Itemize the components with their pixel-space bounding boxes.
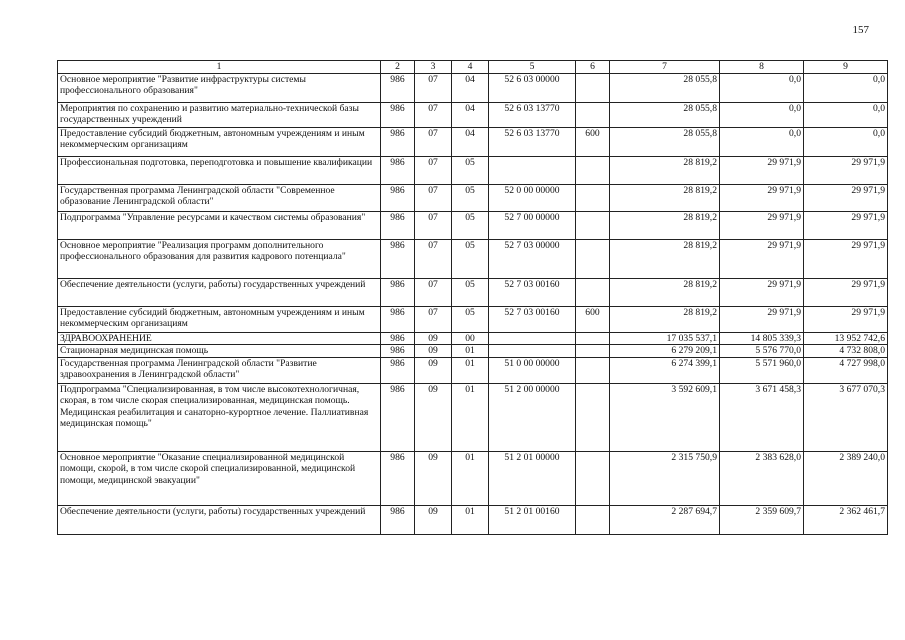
admin-code: 986 (381, 212, 415, 240)
target-article: 51 0 00 00000 (489, 357, 576, 383)
amount-col8: 0,0 (720, 74, 804, 103)
amount-col8: 2 383 628,0 (720, 451, 804, 505)
amount-col9: 29 971,9 (804, 240, 888, 279)
amount-col7: 3 592 609,1 (610, 383, 720, 451)
amount-col8: 2 359 609,7 (720, 505, 804, 534)
row-name: Подпрограмма "Управление ресурсами и качеством системы образования" (58, 212, 381, 240)
target-article: 52 7 03 00000 (489, 240, 576, 279)
subsection-code: 04 (452, 128, 489, 157)
amount-col7: 17 035 537,1 (610, 333, 720, 345)
section-code: 09 (415, 383, 452, 451)
target-article: 52 6 03 00000 (489, 74, 576, 103)
admin-code: 986 (381, 279, 415, 307)
amount-col9: 4 727 998,0 (804, 357, 888, 383)
amount-col9: 2 389 240,0 (804, 451, 888, 505)
expense-type (576, 345, 610, 357)
subsection-code: 05 (452, 157, 489, 185)
expense-type (576, 157, 610, 185)
admin-code: 986 (381, 357, 415, 383)
amount-col9: 2 362 461,7 (804, 505, 888, 534)
expense-type (576, 103, 610, 128)
table-row (58, 103, 888, 128)
section-code: 09 (415, 505, 452, 534)
amount-col7: 2 315 750,9 (610, 451, 720, 505)
amount-col7: 28 819,2 (610, 185, 720, 212)
amount-col7: 28 819,2 (610, 212, 720, 240)
column-header: 1 (58, 61, 381, 74)
admin-code: 986 (381, 383, 415, 451)
subsection-code: 01 (452, 505, 489, 534)
section-code: 07 (415, 103, 452, 128)
table-row (58, 128, 888, 157)
target-article: 52 7 03 00160 (489, 279, 576, 307)
admin-code: 986 (381, 103, 415, 128)
amount-col8: 29 971,9 (720, 240, 804, 279)
admin-code: 986 (381, 74, 415, 103)
table-row (58, 505, 888, 534)
expense-type (576, 74, 610, 103)
table-row (58, 279, 888, 307)
subsection-code: 05 (452, 307, 489, 333)
admin-code: 986 (381, 185, 415, 212)
table-row (58, 74, 888, 103)
row-name: Профессиональная подготовка, переподготовка и повышение квалификации (58, 157, 381, 185)
row-name: ЗДРАВООХРАНЕНИЕ (58, 333, 381, 345)
section-code: 09 (415, 357, 452, 383)
expense-type: 600 (576, 128, 610, 157)
target-article: 52 0 00 00000 (489, 185, 576, 212)
amount-col8: 29 971,9 (720, 307, 804, 333)
expense-type (576, 383, 610, 451)
section-code: 09 (415, 333, 452, 345)
subsection-code: 04 (452, 74, 489, 103)
amount-col8: 29 971,9 (720, 279, 804, 307)
table-row (58, 157, 888, 185)
subsection-code: 05 (452, 240, 489, 279)
row-name: Обеспечение деятельности (услуги, работы) государственных учреждений (58, 279, 381, 307)
expense-type (576, 212, 610, 240)
row-name: Обеспечение деятельности (услуги, работы) государственных учреждений (58, 505, 381, 534)
subsection-code: 05 (452, 212, 489, 240)
amount-col9: 29 971,9 (804, 157, 888, 185)
amount-col8: 0,0 (720, 103, 804, 128)
table-row (58, 357, 888, 383)
table-row (58, 307, 888, 333)
amount-col7: 28 819,2 (610, 279, 720, 307)
table-row (58, 185, 888, 212)
column-header: 9 (804, 61, 888, 74)
amount-col7: 28 819,2 (610, 240, 720, 279)
table-row (58, 383, 888, 451)
section-code: 09 (415, 451, 452, 505)
row-name: Основное мероприятие "Развитие инфраструктуры системы профессионального образования" (58, 74, 381, 103)
section-code: 07 (415, 74, 452, 103)
target-article: 51 2 00 00000 (489, 383, 576, 451)
column-header: 7 (610, 61, 720, 74)
target-article: 51 2 01 00160 (489, 505, 576, 534)
subsection-code: 01 (452, 345, 489, 357)
table-body (58, 74, 888, 535)
admin-code: 986 (381, 333, 415, 345)
expense-type (576, 279, 610, 307)
amount-col9: 13 952 742,6 (804, 333, 888, 345)
column-header: 6 (576, 61, 610, 74)
target-article (489, 333, 576, 345)
section-code: 07 (415, 307, 452, 333)
expense-type (576, 185, 610, 212)
target-article: 52 6 03 13770 (489, 128, 576, 157)
subsection-code: 01 (452, 383, 489, 451)
amount-col8: 29 971,9 (720, 157, 804, 185)
amount-col8: 29 971,9 (720, 185, 804, 212)
amount-col8: 3 671 458,3 (720, 383, 804, 451)
section-code: 09 (415, 345, 452, 357)
amount-col7: 28 819,2 (610, 307, 720, 333)
amount-col7: 28 055,8 (610, 74, 720, 103)
table-row (58, 240, 888, 279)
subsection-code: 01 (452, 357, 489, 383)
column-header: 8 (720, 61, 804, 74)
budget-table (57, 60, 888, 535)
subsection-code: 04 (452, 103, 489, 128)
target-article: 51 2 01 00000 (489, 451, 576, 505)
target-article (489, 157, 576, 185)
target-article: 52 6 03 13770 (489, 103, 576, 128)
amount-col8: 0,0 (720, 128, 804, 157)
row-name: Предоставление субсидий бюджетным, автономным учреждениям и иным некоммерческим организациям (58, 128, 381, 157)
section-code: 07 (415, 185, 452, 212)
section-code: 07 (415, 157, 452, 185)
row-name: Государственная программа Ленинградской области "Развитие здравоохранения в Ленинградской области" (58, 357, 381, 383)
subsection-code: 05 (452, 185, 489, 212)
column-header: 5 (489, 61, 576, 74)
expense-type (576, 357, 610, 383)
row-name: Предоставление субсидий бюджетным, автономным учреждениям и иным некоммерческим организациям (58, 307, 381, 333)
row-name: Государственная программа Ленинградской области "Современное образование Ленинградской области" (58, 185, 381, 212)
amount-col7: 28 055,8 (610, 128, 720, 157)
amount-col8: 5 571 960,0 (720, 357, 804, 383)
target-article: 52 7 03 00160 (489, 307, 576, 333)
amount-col8: 29 971,9 (720, 212, 804, 240)
table-row (58, 333, 888, 345)
admin-code: 986 (381, 157, 415, 185)
admin-code: 986 (381, 307, 415, 333)
amount-col7: 6 274 399,1 (610, 357, 720, 383)
admin-code: 986 (381, 505, 415, 534)
column-header: 2 (381, 61, 415, 74)
column-header: 3 (415, 61, 452, 74)
header-row (58, 61, 888, 74)
amount-col9: 0,0 (804, 128, 888, 157)
expense-type (576, 451, 610, 505)
section-code: 07 (415, 240, 452, 279)
amount-col9: 29 971,9 (804, 212, 888, 240)
row-name: Мероприятия по сохранению и развитию материально-технической базы государственных учреждений (58, 103, 381, 128)
amount-col9: 0,0 (804, 103, 888, 128)
admin-code: 986 (381, 345, 415, 357)
target-article: 52 7 00 00000 (489, 212, 576, 240)
section-code: 07 (415, 212, 452, 240)
table-row (58, 451, 888, 505)
expense-type (576, 505, 610, 534)
subsection-code: 00 (452, 333, 489, 345)
column-header: 4 (452, 61, 489, 74)
table-row (58, 345, 888, 357)
row-name: Подпрограмма "Специализированная, в том числе высокотехнологичная, скорая, в том числе скорая специализированная, медицинская помощь. Медицинская реабилитация и санаторно-курортное лечение. Паллиативная медицинская помощь" (58, 383, 381, 451)
expense-type: 600 (576, 307, 610, 333)
expense-type (576, 240, 610, 279)
amount-col8: 14 805 339,3 (720, 333, 804, 345)
row-name: Основное мероприятие "Оказание специализированной медицинской помощи, скорой, в том числе скорой специализированной, медицинской помощи, медицинской эвакуации" (58, 451, 381, 505)
amount-col9: 0,0 (804, 74, 888, 103)
amount-col7: 28 819,2 (610, 157, 720, 185)
table-row (58, 212, 888, 240)
page-number: 157 (852, 24, 869, 36)
amount-col9: 4 732 808,0 (804, 345, 888, 357)
amount-col7: 6 279 209,1 (610, 345, 720, 357)
target-article (489, 345, 576, 357)
amount-col8: 5 576 770,0 (720, 345, 804, 357)
admin-code: 986 (381, 240, 415, 279)
admin-code: 986 (381, 128, 415, 157)
row-name: Стационарная медицинская помощь (58, 345, 381, 357)
subsection-code: 05 (452, 279, 489, 307)
amount-col7: 2 287 694,7 (610, 505, 720, 534)
amount-col9: 3 677 070,3 (804, 383, 888, 451)
amount-col9: 29 971,9 (804, 307, 888, 333)
section-code: 07 (415, 279, 452, 307)
expense-type (576, 333, 610, 345)
section-code: 07 (415, 128, 452, 157)
row-name: Основное мероприятие "Реализация программ дополнительного профессионального образования для развития кадрового потенциала" (58, 240, 381, 279)
admin-code: 986 (381, 451, 415, 505)
amount-col9: 29 971,9 (804, 279, 888, 307)
amount-col7: 28 055,8 (610, 103, 720, 128)
amount-col9: 29 971,9 (804, 185, 888, 212)
subsection-code: 01 (452, 451, 489, 505)
